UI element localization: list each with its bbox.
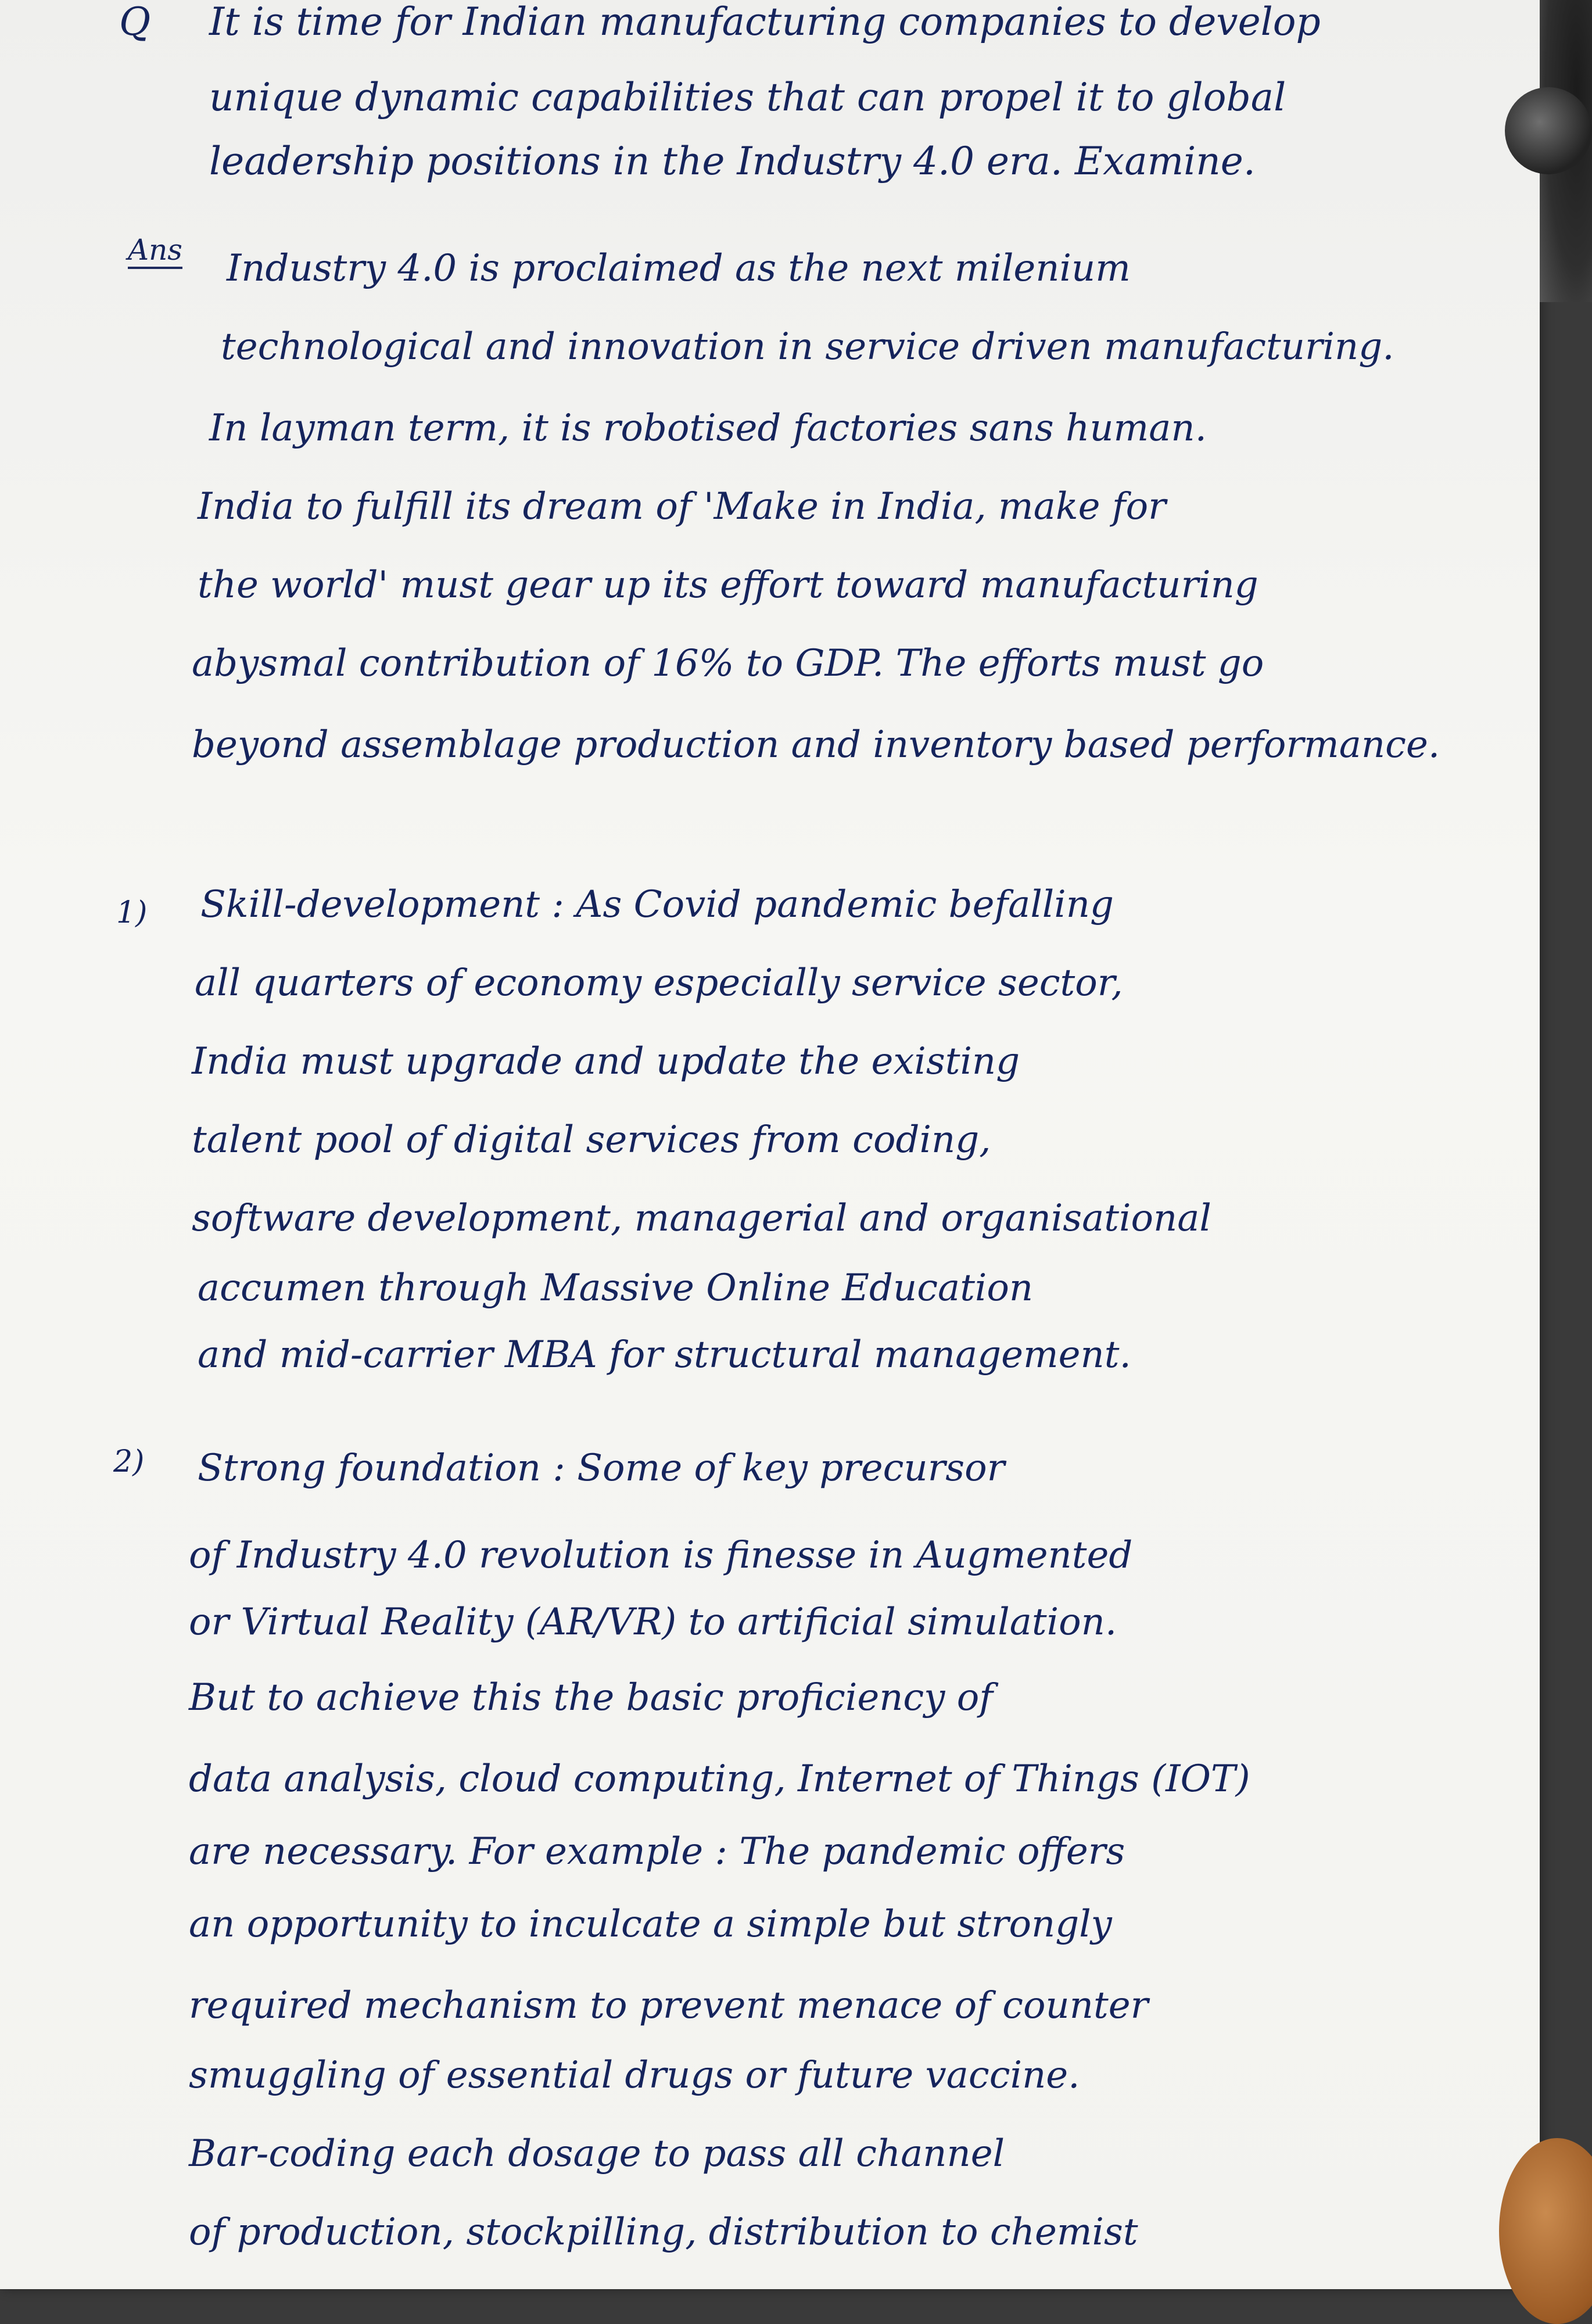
point2-line: data analysis, cloud computing, Internet of Things (IOT) (189, 1758, 1250, 1801)
point2-line: smuggling of essential drugs or future vaccine. (189, 2054, 1080, 2097)
point1-line: and mid-carrier MBA for structural management. (198, 1333, 1131, 1376)
question-line: unique dynamic capabilities that can propel it to global (209, 75, 1286, 120)
point2-line: of production, stockpilling, distribution to chemist (189, 2211, 1138, 2254)
answer-line: Industry 4.0 is proclaimed as the next milenium (227, 247, 1131, 290)
answer-line: India to fulfill its dream of 'Make in India, make for (198, 485, 1166, 528)
point1-line: software development, managerial and organisational (192, 1197, 1211, 1240)
point1-line: accumen through Massive Online Education (198, 1267, 1034, 1310)
point-marker: 2) (113, 1444, 145, 1479)
point2-line: an opportunity to inculcate a simple but strongly (189, 1903, 1112, 1946)
point1-line: all quarters of economy especially service sector, (195, 962, 1123, 1005)
point1-line: India must upgrade and update the existing (192, 1040, 1020, 1083)
point2-line: Strong foundation : Some of key precursor (198, 1447, 1005, 1490)
point2-line: of Industry 4.0 revolution is finesse in Augmented (189, 1534, 1133, 1577)
point-marker: 1) (116, 895, 148, 930)
point2-line: But to achieve this the basic proficiency of (189, 1676, 993, 1719)
answer-line: the world' must gear up its effort toward manufacturing (198, 564, 1258, 607)
answer-line: In layman term, it is robotised factories sans human. (209, 407, 1207, 450)
point1-line: Skill-development : As Covid pandemic befalling (200, 883, 1114, 926)
point2-line: Bar-coding each dosage to pass all channel (189, 2132, 1005, 2175)
question-marker: Q (119, 0, 151, 44)
point2-line: or Virtual Reality (AR/VR) to artificial simulation. (189, 1601, 1117, 1644)
point2-line: are necessary. For example : The pandemic offers (189, 1830, 1125, 1873)
question-line: leadership positions in the Industry 4.0 era. Examine. (209, 139, 1256, 184)
point2-line: required mechanism to prevent menace of counter (189, 1984, 1149, 2027)
answer-line: technological and innovation in service driven manufacturing. (221, 325, 1394, 368)
answer-line: abysmal contribution of 16% to GDP. The efforts must go (192, 642, 1264, 685)
question-line: It is time for Indian manufacturing companies to develop (209, 0, 1321, 44)
binder-clip-knob (1505, 87, 1592, 174)
point1-line: talent pool of digital services from coding, (192, 1118, 991, 1161)
answer-marker: Ans (128, 233, 182, 267)
answer-line: beyond assemblage production and inventory based performance. (192, 723, 1440, 766)
